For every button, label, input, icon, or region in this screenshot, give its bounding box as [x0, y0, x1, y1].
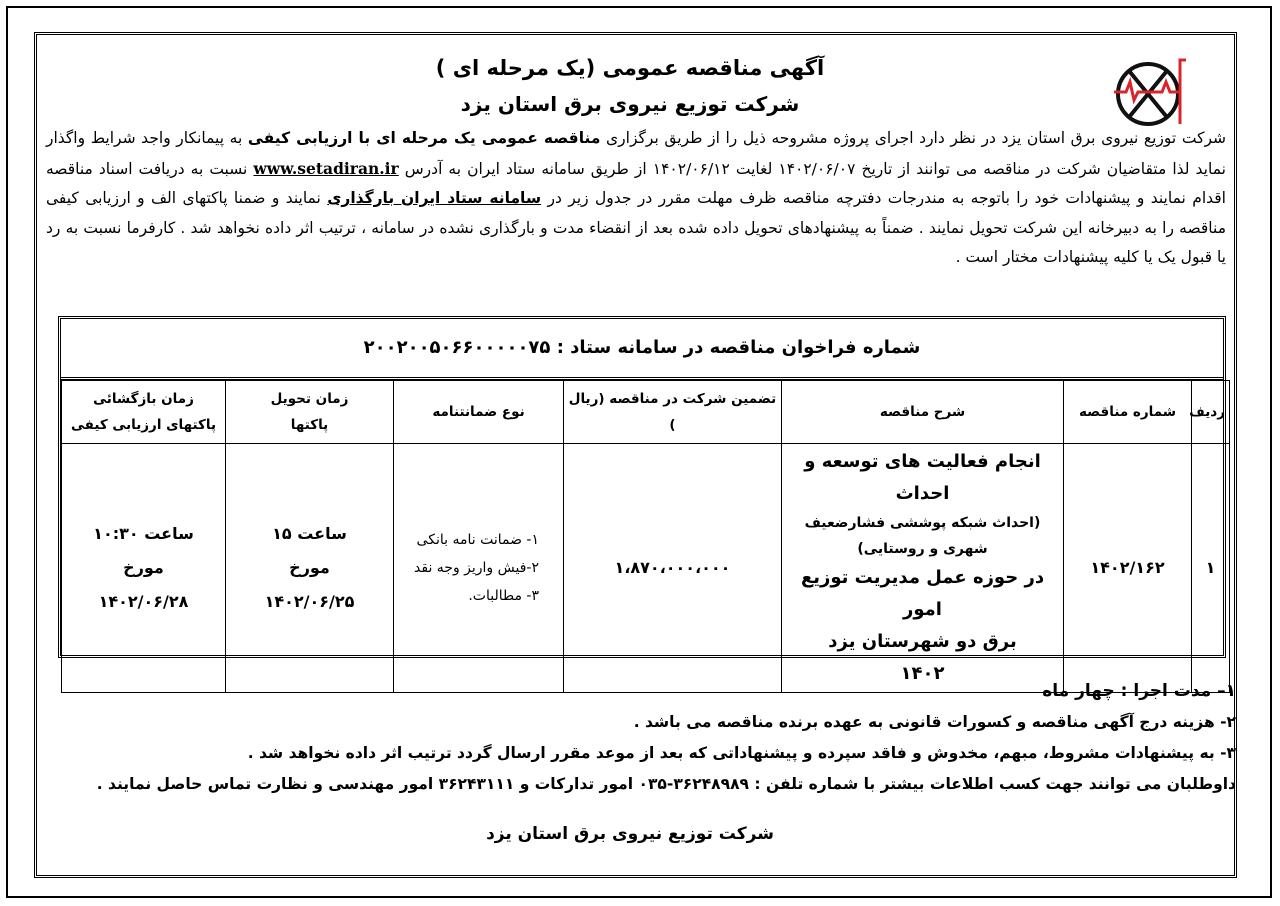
note-contact: داوطلبان می توانند جهت کسب اطلاعات بیشتر با شماره تلفن : ۳۶۲۴۸۹۸۹-۰۳۵ امور تدارکات و ۳۶۲۴۳۱۱۱ امور مهندسی و نظارت تماس حاصل نمایند .	[96, 775, 1236, 793]
opening-date: ۱۴۰۲/۰۶/۲۸	[98, 592, 189, 611]
intro-tender-type: مناقصه عمومی یک مرحله ای با ارزیابی کیفی	[247, 129, 601, 147]
cell-tender-number: ۱۴۰۲/۱۶۲	[1064, 444, 1192, 693]
header-opening-l1: زمان بازگشائی	[93, 391, 194, 407]
tender-table	[58, 316, 1226, 684]
table-row	[62, 444, 1230, 693]
cell-guarantee-type	[394, 444, 564, 693]
header-delivery-time	[226, 381, 394, 444]
setadiran-link[interactable]: www.setadiran.ir	[253, 158, 399, 178]
guarantee-type-item: ۳- مطالبات.	[468, 588, 539, 604]
call-number-label: شماره فراخوان مناقصه در سامانه ستاد :	[556, 337, 921, 358]
desc-line: ۱۴۰۲	[900, 663, 945, 684]
header-opening-time	[62, 381, 226, 444]
intro-paragraph	[46, 124, 1226, 273]
desc-line: شهری و روستایی)	[857, 541, 988, 557]
cell-guarantee-amount: ۱،۸۷۰،۰۰۰،۰۰۰	[564, 444, 782, 693]
intro-text-4: نمایند و ضمنا پاکتهای الف و ارزیابی کیفی مناقصه را به دبیرخانه این شرکت تحویل نمایند . ضمناً به پیشنهادهای تحویل داده شده بعد از انقضاء مدت و بارگذاری نشده در سامانه ، ترتیب اثر داده نخواهد شد . کارفرما نسبت به رد یا قبول یک یا کلیه پیشنهادات مختار است .	[46, 189, 1226, 266]
intro-setad-upload: سامانه ستاد ایران بارگذاری	[327, 189, 542, 207]
header-description: شرح مناقصه	[782, 381, 1064, 444]
header-guarantee: تضمین شرکت در مناقصه (ریال )	[564, 381, 782, 444]
footer-company: شرکت توزیع نیروی برق استان یزد	[486, 824, 774, 844]
company-logo	[1110, 52, 1190, 130]
cell-delivery-time	[226, 444, 394, 693]
table-header-row	[62, 381, 1230, 444]
header-tender-number: شماره مناقصه	[1064, 381, 1192, 444]
notes-section	[46, 676, 1236, 800]
intro-text-2: به پیمانکار واجد شرایط واگذار نماید لذا متقاضیان شرکت در مناقصه می توانند از تاریخ ۱۴۰۲/۰۶/۰۷ لغایت ۱۴۰۲/۰۶/۱۲ از طریق سامانه ستاد ایران به آدرس	[46, 129, 1226, 178]
desc-line: برق دو شهرستان یزد	[828, 631, 1017, 652]
call-number-row	[61, 319, 1223, 380]
intro-text-3: نسبت به دریافت اسناد مناقصه اقدام نمایند و پیشنهادات خود را باتوجه به مندرجات دفترچه مناقصه ظرف مهلت مقرر در جدول زیر در	[46, 159, 1226, 207]
desc-line: انجام فعالیت های توسعه و احداث	[804, 451, 1041, 504]
guarantee-type-item: ۱- ضمانت نامه بانکی	[416, 532, 539, 548]
header-guarantee-type: نوع ضمانتنامه	[394, 381, 564, 444]
opening-label: مورخ	[123, 558, 164, 577]
cell-description	[782, 444, 1064, 693]
guarantee-type-item: ۲-فیش واریز وجه نقد	[414, 560, 539, 576]
call-number-value: ۲۰۰۲۰۰۵۰۶۶۰۰۰۰۰۷۵	[363, 337, 551, 358]
desc-line: در حوزه عمل مدیریت توزیع امور	[800, 567, 1045, 620]
note-conditions: ۳- به پیشنهادات مشروط، مبهم، مخدوش و فاقد سپرده و پیشنهاداتی که بعد از موعد مقرر ارسال گردد ترتیب اثر داده نخواهد شد .	[247, 744, 1236, 762]
delivery-hour: ساعت ۱۵	[272, 524, 347, 543]
desc-line: (احداث شبکه پوششی فشارضعیف	[804, 515, 1041, 531]
opening-hour: ساعت ۱۰:۳۰	[93, 524, 194, 543]
page-subtitle: شرکت توزیع نیروی برق استان یزد	[460, 92, 800, 116]
delivery-label: مورخ	[289, 558, 330, 577]
intro-text-1: شرکت توزیع نیروی برق استان یزد در نظر دارد اجرای پروژه مشروحه ذیل را از طریق برگزاری	[606, 129, 1226, 147]
note-cost: ۲- هزینه درج آگهی مناقصه و کسورات قانونی به عهده برنده مناقصه می باشد .	[633, 713, 1236, 731]
header-opening-l2: پاکتهای ارزیابی کیفی	[70, 417, 217, 433]
header-row-number: ردیف	[1192, 381, 1230, 444]
header-delivery-l1: زمان تحویل	[270, 391, 349, 407]
header-delivery-l2: پاکتها	[290, 417, 329, 433]
page-title: آگهی مناقصه عمومی (یک مرحله ای )	[435, 56, 825, 80]
cell-opening-time	[62, 444, 226, 693]
delivery-date: ۱۴۰۲/۰۶/۲۵	[264, 592, 355, 611]
cell-row-number: ۱	[1192, 444, 1230, 693]
note-duration: ۱– مدت اجرا : چهار ماه	[1042, 681, 1236, 701]
tender-grid	[61, 380, 1230, 693]
